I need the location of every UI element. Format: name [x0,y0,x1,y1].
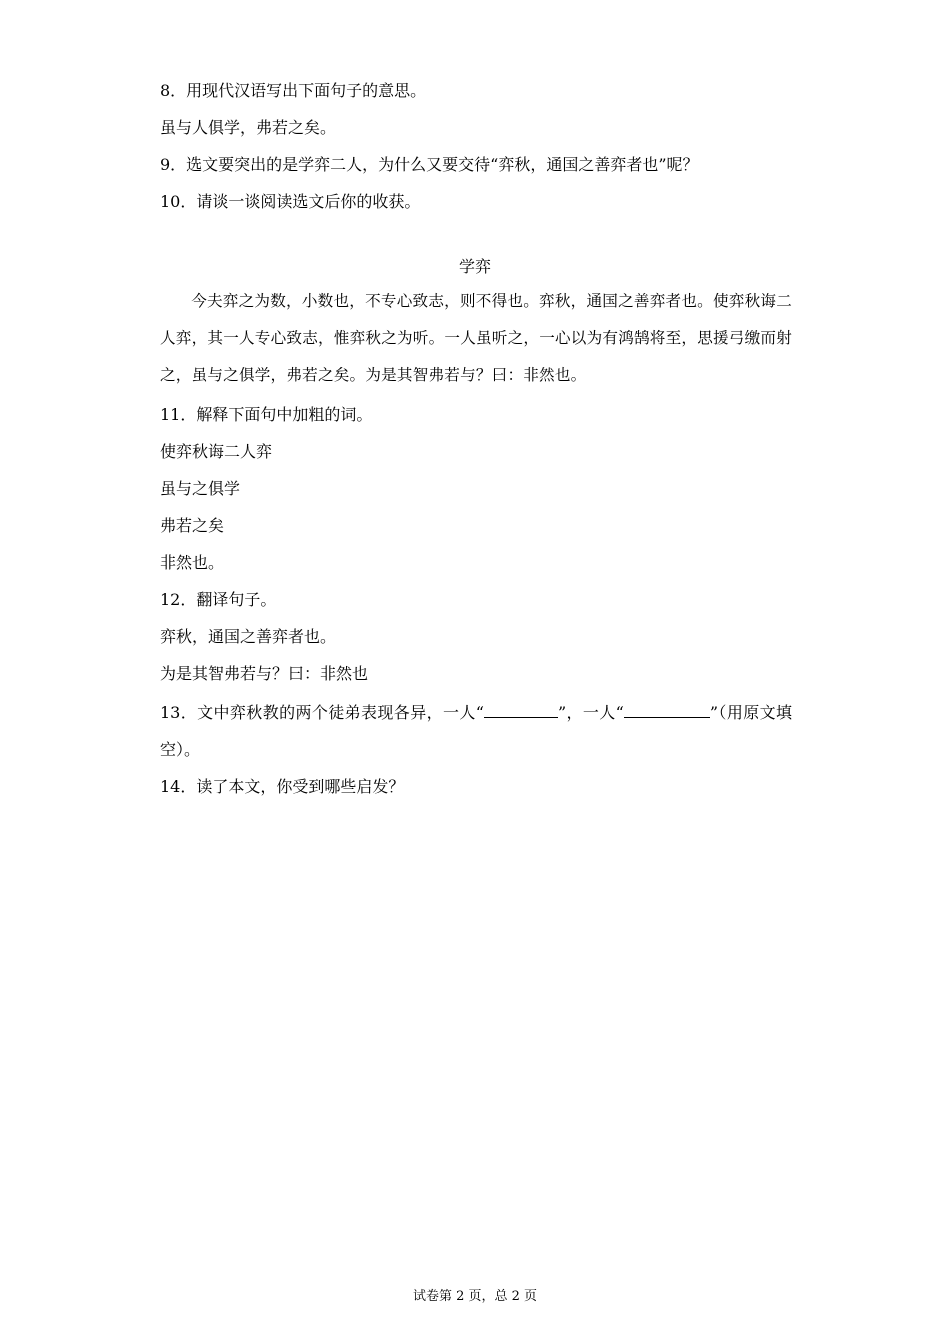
question-8-sentence: 虽与人俱学，弗若之矣。 [160,118,337,137]
question-12-item-2: 为是其智弗若与？曰：非然也 [160,664,369,683]
question-10: 10．请谈一谈阅读选文后你的收获。 [160,192,421,211]
question-11-item-4: 非然也。 [160,553,225,572]
question-13-text-1: 13．文中弈秋教的两个徒弟表现各异，一人“ [160,703,484,722]
question-11: 11．解释下面句中加粗的词。 [160,405,373,424]
question-12: 12．翻译句子。 [160,590,277,609]
question-13-text-2: ”，一人“ [557,703,624,722]
answer-blank-2[interactable] [624,701,710,718]
answer-blank-1[interactable] [484,701,558,718]
question-11-item-3: 弗若之矣 [160,516,225,535]
passage-text: 今夫弈之为数，小数也，不专心致志，则不得也。弈秋，通国之善弈者也。使弈秋诲二人弈，其一人专心致志，惟弈秋之为听。一人虽听之，一心以为有鸿鹄将至，思援弓缴而射之，虽与之俱学，弗若之矣。为是其智弗若与？曰：非然也。 [160,292,792,384]
question-11-item-1: 使弈秋诲二人弈 [160,442,273,461]
question-13-text-3: ”（用原文填空）。 [160,703,792,759]
question-11-item-2: 虽与之俱学 [160,479,241,498]
question-13 [160,694,792,768]
passage-title: 学弈 [458,257,491,276]
question-9: 9．选文要突出的是学弈二人，为什么又要交待“弈秋，通国之善弈者也”呢？ [160,155,699,174]
page-footer: 试卷第 2 页，总 2 页 [412,1289,538,1304]
question-12-item-1: 弈秋，通国之善弈者也。 [160,627,337,646]
question-14: 14．读了本文，你受到哪些启发？ [160,777,405,796]
question-8: 8．用现代汉语写出下面句子的意思。 [160,81,427,100]
